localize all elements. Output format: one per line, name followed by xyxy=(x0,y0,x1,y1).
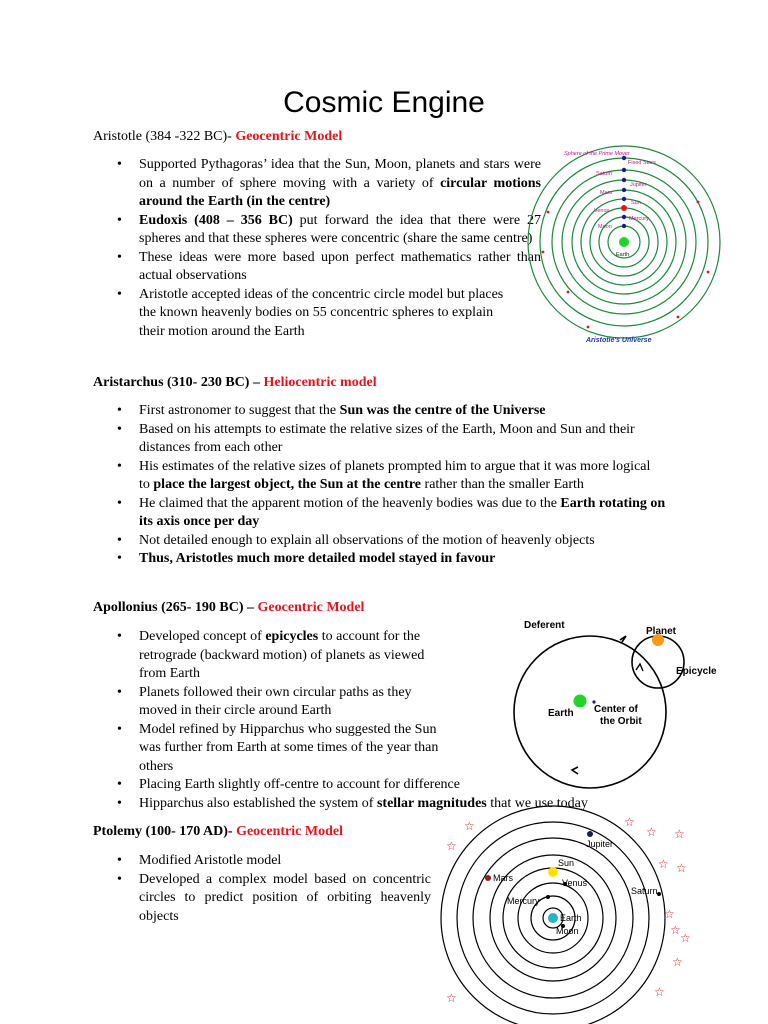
epicycle-diagram xyxy=(508,614,738,794)
venus-label: Venus xyxy=(562,878,588,888)
bullet-bold: stellar magnitudes xyxy=(376,795,487,811)
bullet-text: that we use today xyxy=(486,795,588,811)
bullet-bold: Thus, Aristotles much more detailed model stayed in favour xyxy=(139,551,496,566)
section-heading-aristarchus xyxy=(93,374,377,392)
ptolemy-diagram xyxy=(440,814,700,1024)
bullet-text: Developed a complex model based on concentric circles to predict position of orbiting heavenly objects xyxy=(139,871,431,924)
section-heading-ptolemy xyxy=(93,823,343,841)
bullet-text: Planets followed their own circular paths as they moved in their circle around Earth xyxy=(139,684,412,718)
list-item xyxy=(93,495,673,532)
svg-text:☆: ☆ xyxy=(674,827,685,841)
saturn-label: Saturn xyxy=(596,171,613,177)
diagram-caption: Aristotle's Universe xyxy=(586,337,652,344)
heading-name: Aristotle (384 -322 BC)- xyxy=(93,129,236,144)
heading-name: Aristarchus (310- 230 BC) – xyxy=(93,375,264,390)
list-item xyxy=(93,156,541,212)
svg-text:☆: ☆ xyxy=(464,819,475,833)
list-item xyxy=(93,795,693,814)
moon-label: Moon xyxy=(556,926,579,936)
bullet-text: Placing Earth slightly off-centre to account for difference xyxy=(139,777,460,792)
list-item xyxy=(93,458,673,495)
svg-text:☆: ☆ xyxy=(670,923,681,937)
svg-text:☆: ☆ xyxy=(676,861,687,875)
epicycle-arrow xyxy=(636,664,643,671)
planet-label: Planet xyxy=(646,626,677,637)
bullet-text: rather than the smaller Earth xyxy=(421,477,584,492)
page-title: Cosmic Engine xyxy=(283,86,485,119)
fixed-stars-label: Fixed Stars xyxy=(628,160,656,166)
heading-name: Apollonius (265- 190 BC) – xyxy=(93,600,258,615)
bullet-bold: circular motions around the Earth (in the centre) xyxy=(139,175,541,209)
bullet-bold: epicycles xyxy=(265,629,319,644)
aristarchus-bullets xyxy=(93,402,673,569)
list-item xyxy=(93,532,673,551)
bullet-text: First astronomer to suggest that the xyxy=(139,403,340,418)
svg-text:☆: ☆ xyxy=(658,857,669,871)
bullet-bold: Eudoxis (408 – 356 BC) xyxy=(139,212,293,228)
list-item xyxy=(93,684,449,721)
section-heading-aristotle xyxy=(93,128,342,146)
venus-label: Venus xyxy=(594,208,610,214)
deferent-label: Deferent xyxy=(524,620,565,631)
earth-marker xyxy=(574,695,587,708)
svg-text:☆: ☆ xyxy=(672,955,683,969)
list-item xyxy=(93,402,673,421)
bullet-text: He claimed that the apparent motion of the heavenly bodies was due to the xyxy=(139,495,561,511)
list-item xyxy=(93,212,541,249)
mars-label: Mars xyxy=(600,190,613,196)
bullet-text: to account for the retrograde (backward motion) of planets as viewed from Earth xyxy=(139,629,425,681)
epicycle-label: Epicycle xyxy=(676,666,717,677)
svg-text:☆: ☆ xyxy=(646,825,657,839)
bullet-text: His estimates of the relative sizes of planets prompted him to argue that it was more logical to xyxy=(139,458,651,492)
heading-model: Geocentric Model xyxy=(236,824,343,839)
svg-text:☆: ☆ xyxy=(446,839,457,853)
bullet-text: Model refined by Hipparchus who suggested the Sun was further from Earth at some times of the year than others xyxy=(139,721,439,774)
heading-model: Geocentric Model xyxy=(257,600,365,615)
heading-name: Ptolemy (100- 170 AD)- xyxy=(93,824,237,839)
svg-text:☆: ☆ xyxy=(680,931,691,945)
svg-text:☆: ☆ xyxy=(664,907,675,921)
bullet-bold: Earth rotating on its axis once per day xyxy=(139,495,666,529)
center-label: Center of the Orbit xyxy=(594,704,642,727)
mercury-label: Mercury xyxy=(629,216,649,222)
bullet-text: Hipparchus also established the system of xyxy=(139,795,377,811)
earth-label: Earth xyxy=(616,252,630,258)
bullet-text: Based on his attempts to estimate the relative sizes of the Earth, Moon and Sun and their distances from each other xyxy=(139,421,635,455)
earth-label: Earth xyxy=(560,913,582,923)
bullet-text: Not detailed enough to explain all observations of the motion of heavenly objects xyxy=(139,532,595,548)
aristotle-bullets xyxy=(93,156,541,341)
list-item xyxy=(93,421,673,458)
saturn-label: Saturn xyxy=(631,886,658,896)
heading-model: Heliocentric model xyxy=(263,375,377,390)
svg-text:☆: ☆ xyxy=(654,985,665,999)
svg-text:☆: ☆ xyxy=(446,991,457,1005)
mercury-label: Mercury xyxy=(507,896,540,906)
jupiter-label: Jupiter xyxy=(630,182,647,188)
prime-mover-label: Sphere of the Prime Mover xyxy=(564,151,630,157)
heading-model: Geocentric Model xyxy=(235,129,343,144)
list-item xyxy=(93,852,431,871)
list-item xyxy=(93,628,449,684)
bullet-text: Aristotle accepted ideas of the concentric circle model but places the known heavenly bodies on 55 concentric spheres to explain their motion around the Earth xyxy=(139,286,504,339)
bullet-text: Modified Aristotle model xyxy=(139,853,282,868)
deferent-arrow xyxy=(620,636,626,642)
star-icons xyxy=(446,815,691,1005)
moon-label: Moon xyxy=(598,224,612,230)
bullet-text: Supported Pythagoras’ idea that the Sun, Moon, planets and stars were on a number of sphere moving with a variety of xyxy=(139,157,541,191)
sun-label: Sun xyxy=(558,858,575,868)
bullet-text: put forward the idea that there were 27 spheres and that these spheres were concentric (share the same centre) xyxy=(139,212,541,246)
list-item xyxy=(93,871,431,927)
mars-label: Mars xyxy=(493,873,513,883)
bullet-text: Developed concept of xyxy=(139,629,266,644)
bullet-text: These ideas were more based upon perfect mathematics rather than actual observations xyxy=(139,249,541,283)
list-item xyxy=(93,286,541,342)
svg-text:☆: ☆ xyxy=(624,815,635,829)
bullet-bold: Sun was the centre of the Universe xyxy=(339,403,546,418)
aristotle-universe-diagram xyxy=(528,142,753,352)
section-heading-apollonius xyxy=(93,599,364,617)
earth-label: Earth xyxy=(548,708,574,719)
deferent-arrow xyxy=(572,767,578,774)
jupiter-label: Jupiter xyxy=(586,839,614,849)
list-item xyxy=(93,249,541,286)
list-item xyxy=(93,550,673,569)
list-item xyxy=(93,721,449,777)
sun-label: Sun xyxy=(631,200,641,206)
bullet-bold: place the largest object, the Sun at the centre xyxy=(153,477,422,492)
ptolemy-bullets xyxy=(93,852,431,926)
